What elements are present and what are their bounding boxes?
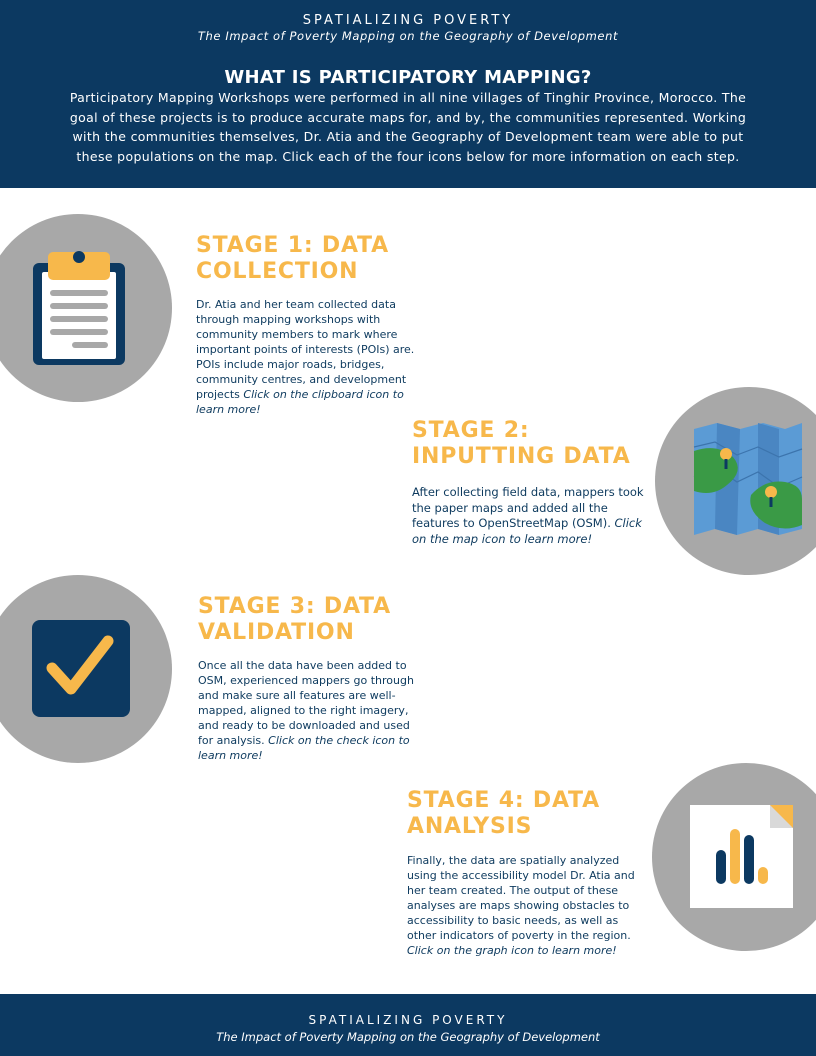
stage-3-icon-button[interactable] <box>0 575 172 763</box>
check-icon[interactable] <box>0 575 172 763</box>
stage-2-title-line-2: INPUTTING DATA <box>412 444 631 469</box>
stage-1-description <box>196 297 422 417</box>
stage-3-cta: Click on the check icon to learn more! <box>198 734 410 762</box>
stage-2-cta: Click on the map icon to learn more! <box>412 516 642 546</box>
footer-brand: SPATIALIZING POVERTY <box>308 1013 508 1027</box>
page-footer <box>0 994 816 1056</box>
stage-4-title <box>407 788 647 840</box>
footer-subtitle: The Impact of Poverty Mapping on the Geography of Development <box>216 1030 600 1044</box>
map-icon[interactable] <box>655 387 816 575</box>
stage-2-icon-button[interactable] <box>655 387 816 575</box>
stage-4-text: Finally, the data are spatially analyzed using the accessibility model Dr. Atia and her team created. The output of these analyses are maps showing obstacles to accessibility to basic needs, as well as other indicators of poverty in the region. <box>407 854 635 942</box>
page-header <box>0 0 816 188</box>
stage-3-description <box>198 658 422 763</box>
stage-3-title-line-2: VALIDATION <box>198 620 355 645</box>
stage-1-text: Dr. Atia and her team collected data through mapping workshops with community members to mark where important points of interests (POIs) are. POIs include major roads, bridges, community centres, and development projects <box>196 298 415 401</box>
stage-3-title-line-1: STAGE 3: DATA <box>198 594 391 619</box>
intro-paragraph: Participatory Mapping Workshops were performed in all nine villages of Tinghir Province, Morocco. The goal of these projects is to produce accurate maps for, and by, the communities represented. Working with the communities themselves, Dr. Atia and the Geography of Development team were able to put these populations on the map. Click each of the four icons below for more information on each step. <box>69 90 747 164</box>
stage-1-title <box>196 233 416 285</box>
stage-2-title <box>412 418 652 470</box>
stage-4-title-line-1: STAGE 4: DATA <box>407 788 600 813</box>
stage-4-description <box>407 853 639 958</box>
stage-4-icon-button[interactable] <box>652 763 816 951</box>
stage-3-text: Once all the data have been added to OSM, experienced mappers go through and make sure all features are well-mapped, aligned to the right imagery, and ready to be downloaded and used for analysis. <box>198 659 414 747</box>
stage-4-title-line-2: ANALYSIS <box>407 814 533 839</box>
stage-1-title-line-1: STAGE 1: DATA <box>196 233 389 258</box>
page-title: WHAT IS PARTICIPATORY MAPPING? <box>224 67 592 88</box>
stage-1-icon-button[interactable] <box>0 214 172 402</box>
header-brand: SPATIALIZING POVERTY <box>302 13 514 28</box>
stage-2-title-line-1: STAGE 2: <box>412 418 530 443</box>
bar-chart-icon[interactable] <box>652 763 816 951</box>
stage-3-title <box>198 594 418 646</box>
stage-2-description <box>412 485 644 547</box>
stage-1-title-line-2: COLLECTION <box>196 259 359 284</box>
stage-2-text: After collecting field data, mappers took the paper maps and added all the features to OpenStreetMap (OSM). <box>412 485 644 530</box>
stage-1-cta: Click on the clipboard icon to learn more! <box>196 388 404 416</box>
stage-4-cta: Click on the graph icon to learn more! <box>407 944 617 957</box>
header-subtitle: The Impact of Poverty Mapping on the Geography of Development <box>197 29 619 43</box>
clipboard-icon[interactable] <box>0 214 172 402</box>
